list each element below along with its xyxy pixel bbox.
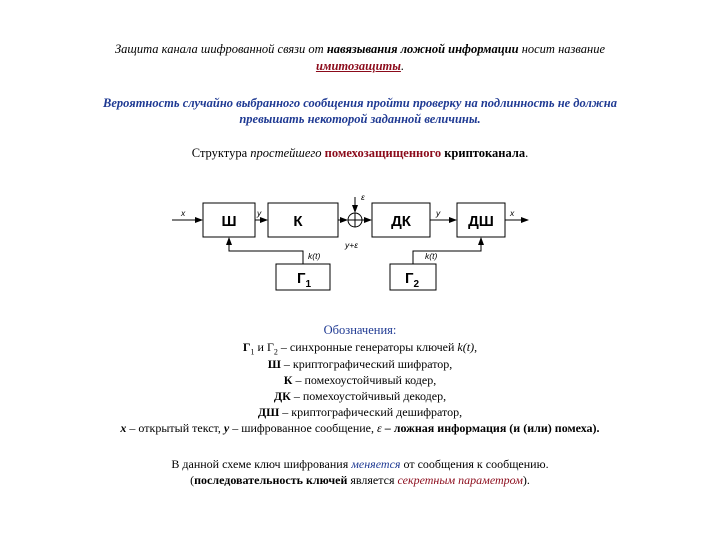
legend-g1-sub: 1 [250, 347, 255, 357]
signal-x-out: x [510, 208, 515, 218]
signal-y2: y [436, 208, 441, 218]
footer-text-end: от сообщения к сообщению. [400, 457, 549, 471]
footer-line-1 [0, 456, 720, 472]
legend-g2-sub: 2 [273, 347, 278, 357]
legend-sh-desc: – криптографический шифратор, [280, 357, 453, 371]
legend-and-g2: и Г [254, 340, 274, 354]
footer-line-2 [0, 472, 720, 488]
g1-main: Г [297, 270, 306, 287]
intro-line-2 [0, 58, 720, 74]
intro-text: Защита канала шифрованной связи от [114, 42, 327, 56]
footer-is: является [347, 473, 398, 487]
legend-y-desc: – шифрованное сообщение, [229, 421, 377, 435]
legend-comma: , [474, 340, 478, 354]
legend-dsh: ДШ [257, 405, 280, 419]
footer-paren-open: ( [190, 473, 195, 487]
footer-text: В данной схеме ключ шифрования [171, 457, 352, 471]
structure-heading [0, 145, 720, 161]
intro-line-1 [0, 41, 720, 57]
signal-x-in: x [181, 208, 186, 218]
legend-x-desc: – открытый текст, [126, 421, 224, 435]
legend-dsh-desc: – криптографический дешифратор, [279, 405, 463, 419]
block-dsh-label: ДШ [468, 213, 494, 230]
legend-g1: Г [242, 340, 251, 354]
probability-line-2: превышать некоторой заданной величины. [239, 112, 481, 126]
intro-dot: . [400, 59, 405, 73]
g2-main: Г [405, 270, 414, 287]
legend-eps: ε [377, 421, 382, 435]
legend-eps-desc: – ложная информация (и (или) помеха). [381, 421, 600, 435]
legend-x: x [120, 421, 127, 435]
footer-key-sequence: последовательность ключей [194, 473, 348, 487]
signal-y1: y [257, 208, 262, 218]
heading-simplest: простейшего [250, 146, 322, 160]
legend-k-desc: – помехоустойчивый кодер, [292, 373, 437, 387]
legend-dk-desc: – помехоустойчивый декодер, [290, 389, 447, 403]
legend-dk: ДК [273, 389, 291, 403]
g1-sub: 1 [305, 279, 312, 290]
probability-line-1: Вероятность случайно выбранного сообщения пройти проверку на подлинность не должна [103, 96, 617, 110]
legend-line-2 [0, 356, 720, 372]
signal-k2: k(t) [425, 251, 438, 261]
arrow-g2-dsh [413, 238, 481, 264]
signal-k1: k(t) [308, 251, 321, 261]
signal-y-plus-eps: y+ε [345, 240, 358, 250]
heading-cryptochannel: криптоканала [444, 146, 526, 160]
legend-kt: k(t) [457, 340, 475, 354]
heading-dot: . [525, 146, 529, 160]
arrow-g1-sh [229, 238, 303, 264]
legend-title-text: Обозначения: [323, 323, 397, 337]
signal-eps: ε [361, 192, 365, 202]
footer-changes: меняется [351, 457, 401, 471]
legend-line-6 [0, 420, 720, 436]
block-k [268, 203, 338, 237]
legend-line-4 [0, 388, 720, 404]
legend-line-5 [0, 404, 720, 420]
legend-title [0, 322, 720, 338]
legend-y: y [223, 421, 230, 435]
g2-sub: 2 [413, 279, 420, 290]
imitoprotection-term: имитозащиты [315, 59, 401, 73]
legend-line-3 [0, 372, 720, 388]
legend-sh: Ш [267, 357, 281, 371]
footer-secret-param: секретным параметром [397, 473, 523, 487]
block-dk-label: ДК [391, 213, 411, 230]
heading-text: Структура [191, 146, 251, 160]
false-info-term: навязывания ложной информации [326, 42, 519, 56]
legend-k: К [283, 373, 293, 387]
footer-paren-close: ). [522, 473, 530, 487]
heading-noise-protected: помехозащищенного [324, 146, 442, 160]
legend-gen-desc: – синхронные генераторы ключей [277, 340, 458, 354]
block-k-label: К [293, 213, 303, 230]
block-sh-label: Ш [221, 213, 237, 230]
crypto-channel-diagram [0, 185, 720, 305]
intro-text-end: носит название [518, 42, 606, 56]
